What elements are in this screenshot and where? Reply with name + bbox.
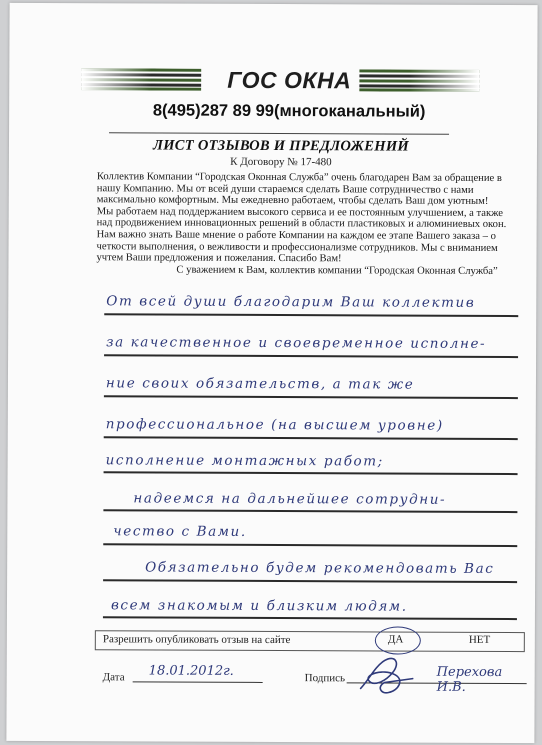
intro-line: Нам важно знать Ваше мнение о работе Компании на каждом ее этапе Вашего заказа – о (96, 229, 496, 242)
review-line: От всей души благодарим Ваш коллектив (106, 293, 476, 311)
intro-line: учтем Ваши предложения и пожелания. Спасибо Вам! (96, 252, 342, 265)
date-rule (133, 681, 263, 683)
review-line: за качественное и своевременное исполне- (106, 334, 487, 352)
company-phone: 8(495)287 89 99(многоканальный) (152, 101, 426, 121)
publish-no-option[interactable]: НЕТ (468, 633, 491, 646)
review-rule (103, 616, 517, 619)
review-rule (103, 509, 517, 512)
review-rule (104, 395, 518, 398)
company-name: ГОС ОКНА (227, 66, 352, 94)
form-title: ЛИСТ ОТЗЫВОВ И ПРЕДЛОЖЕНИЙ (152, 137, 410, 155)
date-value: 18.01.2012г. (148, 663, 234, 679)
publish-yes-option[interactable]: ДА (387, 633, 404, 646)
review-line: исполнение монтажных работ; (105, 452, 384, 470)
review-line: профессиональное (на высшем уровне) (105, 416, 444, 434)
review-line: ние своих обязательств, а так же (105, 375, 415, 393)
signature-name: Перехова И.В. (436, 664, 503, 695)
review-rule (103, 543, 517, 546)
review-rule (104, 313, 518, 316)
feedback-sheet (6, 3, 537, 743)
title-rule-top (109, 132, 449, 134)
review-line: чество с Вами. (113, 523, 247, 540)
contract-number: К Договору № 17-480 (230, 155, 332, 169)
review-rule (104, 436, 518, 439)
intro-line: Мы работаем над поддержанием высокого сервиса и ее постоянным улучшением, а также (96, 206, 504, 219)
signature-mark (355, 652, 419, 696)
logo-stripes-right (359, 69, 479, 92)
review-line: Обязательно будем рекомендовать Вас (145, 559, 495, 577)
intro-sign-off: С уважением к Вам, коллектив компании “Городская Оконная Служба” (176, 264, 498, 277)
review-line: надеемся на дальнейшее сотрудни- (133, 490, 447, 508)
intro-line: четкости выполнения, о вежливости и профессионализме сотрудников. Мы с вниманием (96, 240, 498, 254)
review-rule (104, 354, 518, 357)
publish-permission-label: Разрешить опубликовать отзыв на сайте (102, 633, 291, 647)
intro-line: максимально комфортным. Мы ежедневно работаем, чтобы сделать Ваш дом уютным! (96, 194, 489, 208)
logo-stripes-left (81, 68, 201, 91)
review-line: всем знакомым и близким людям. (110, 597, 408, 615)
company-logo (81, 63, 481, 97)
date-label: Дата (102, 671, 125, 684)
intro-line: Коллектив Компании “Городская Оконная Служба” очень благодарен Вам за обращение в (96, 171, 502, 185)
review-rule (103, 579, 517, 582)
intro-line: нашу Компанию. Мы от всей души стараемся сделать Ваше сотрудничество с нами (96, 182, 474, 196)
signature-label: Подпись (304, 672, 346, 685)
review-rule (104, 471, 518, 474)
intro-line: над продвижением инновационных решений в области пластиковых и алюминиевых окон. (96, 217, 507, 231)
intro-text (96, 171, 516, 277)
